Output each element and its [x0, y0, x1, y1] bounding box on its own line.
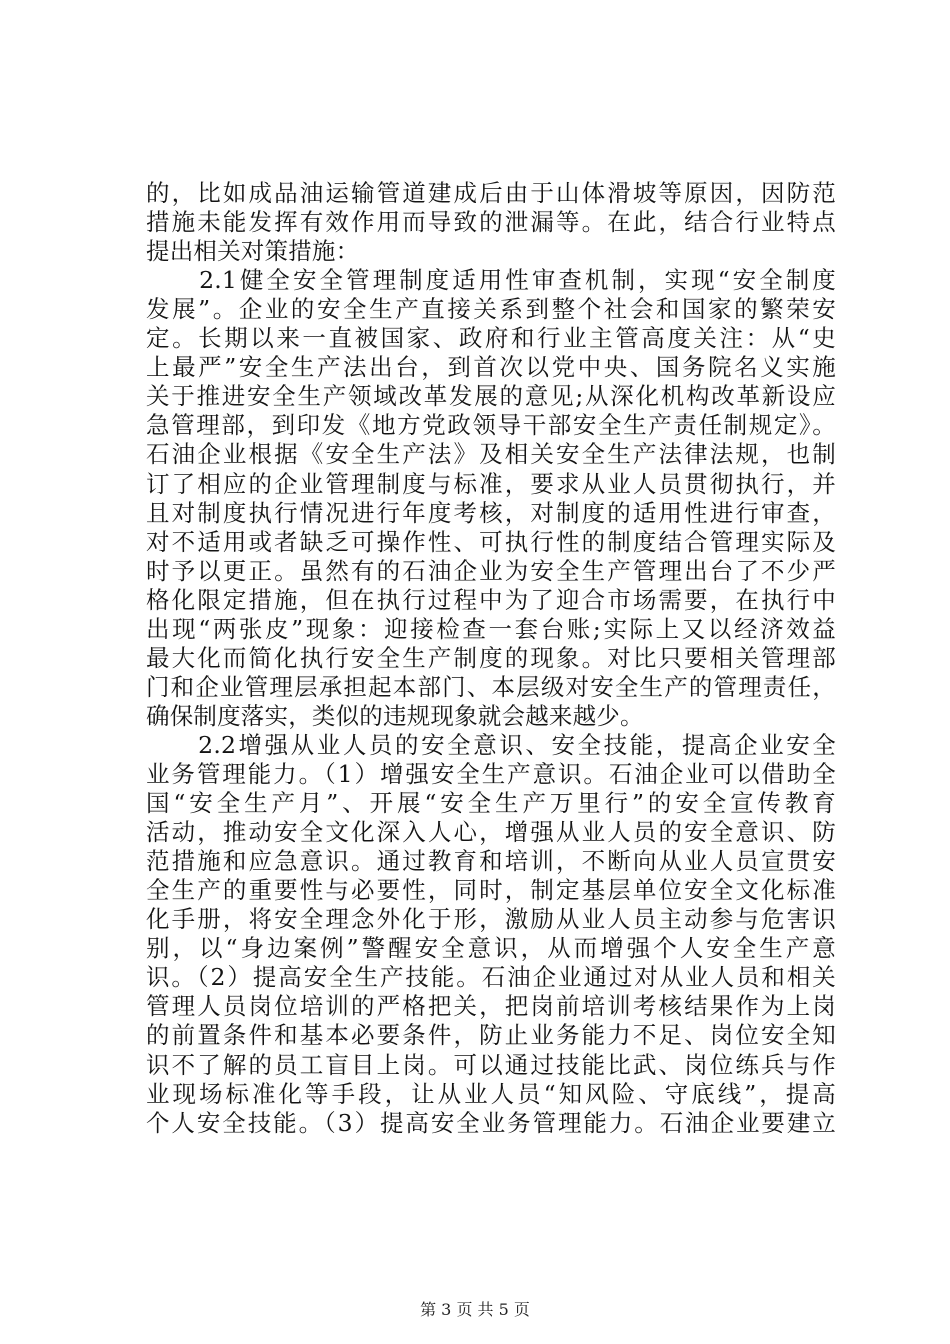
text-line: 关于推进安全生产领域改革发展的意见;从深化机构改革新设应: [146, 382, 836, 411]
text-line: 急管理部，到印发《地方党政领导干部安全生产责任制规定》。: [146, 411, 836, 440]
text-line: 订了相应的企业管理制度与标准，要求从业人员贯彻执行，并: [146, 469, 836, 498]
text-line: 的，比如成品油运输管道建成后由于山体滑坡等原因，因防范: [146, 179, 836, 207]
text-line: 格化限定措施，但在执行过程中为了迎合市场需要，在执行中: [146, 585, 836, 614]
text-line: 2.1健全安全管理制度适用性审查机制，实现“安全制度: [146, 266, 836, 295]
text-line: 识。（2）提高安全生产技能。石油企业通过对从业人员和相关: [146, 963, 836, 992]
text-line: 措施未能发挥有效作用而导致的泄漏等。在此，结合行业特点: [146, 208, 836, 237]
text-line: 最大化而简化执行安全生产制度的现象。对比只要相关管理部: [146, 643, 836, 672]
text-line: 的前置条件和基本必要条件，防止业务能力不足、岗位安全知: [146, 1021, 836, 1050]
text-line: 识不了解的员工盲目上岗。可以通过技能比武、岗位练兵与作: [146, 1050, 836, 1079]
page-footer: 第 3 页 共 5 页: [420, 1300, 530, 1319]
text-line: 别，以“身边案例”警醒安全意识，从而增强个人安全生产意: [146, 934, 836, 963]
text-line: 业现场标准化等手段，让从业人员“知风险、守底线”，提高: [146, 1079, 836, 1108]
text-line: 提出相关对策措施：: [146, 237, 360, 266]
text-line: 国“安全生产月”、开展“安全生产万里行”的安全宣传教育: [146, 789, 836, 818]
text-line: 2.2增强从业人员的安全意识、安全技能，提高企业安全: [146, 730, 836, 759]
text-line: 化手册，将安全理念外化于形，激励从业人员主动参与危害识: [146, 905, 836, 934]
text-line: 且对制度执行情况进行年度考核，对制度的适用性进行审查，: [146, 498, 836, 527]
text-line: 管理人员岗位培训的严格把关，把岗前培训考核结果作为上岗: [146, 992, 836, 1021]
text-line: 定。长期以来一直被国家、政府和行业主管高度关注：从“史: [146, 324, 836, 353]
text-line: 范措施和应急意识。通过教育和培训，不断向从业人员宣贯安: [146, 847, 836, 876]
text-line: 门和企业管理层承担起本部门、本层级对安全生产的管理责任，: [146, 672, 836, 701]
text-line: 全生产的重要性与必要性，同时，制定基层单位安全文化标准: [146, 876, 836, 905]
text-line: 对不适用或者缺乏可操作性、可执行性的制度结合管理实际及: [146, 527, 836, 556]
text-line: 上最严”安全生产法出台，到首次以党中央、国务院名义实施: [146, 353, 836, 382]
text-line: 发展”。企业的安全生产直接关系到整个社会和国家的繁荣安: [146, 295, 836, 324]
text-line: 业务管理能力。（1）增强安全生产意识。石油企业可以借助全: [146, 760, 836, 788]
text-line: 石油企业根据《安全生产法》及相关安全生产法律法规，也制: [146, 440, 836, 469]
text-line: 活动，推动安全文化深入人心，增强从业人员的安全意识、防: [146, 818, 836, 847]
text-line: 出现“两张皮”现象：迎接检查一套台账;实际上又以经济效益: [146, 614, 836, 643]
text-line: 确保制度落实，类似的违规现象就会越来越少。: [146, 701, 644, 730]
text-line: 时予以更正。虽然有的石油企业为安全生产管理出台了不少严: [146, 556, 836, 585]
text-line: 个人安全技能。（3）提高安全业务管理能力。石油企业要建立: [146, 1108, 836, 1137]
